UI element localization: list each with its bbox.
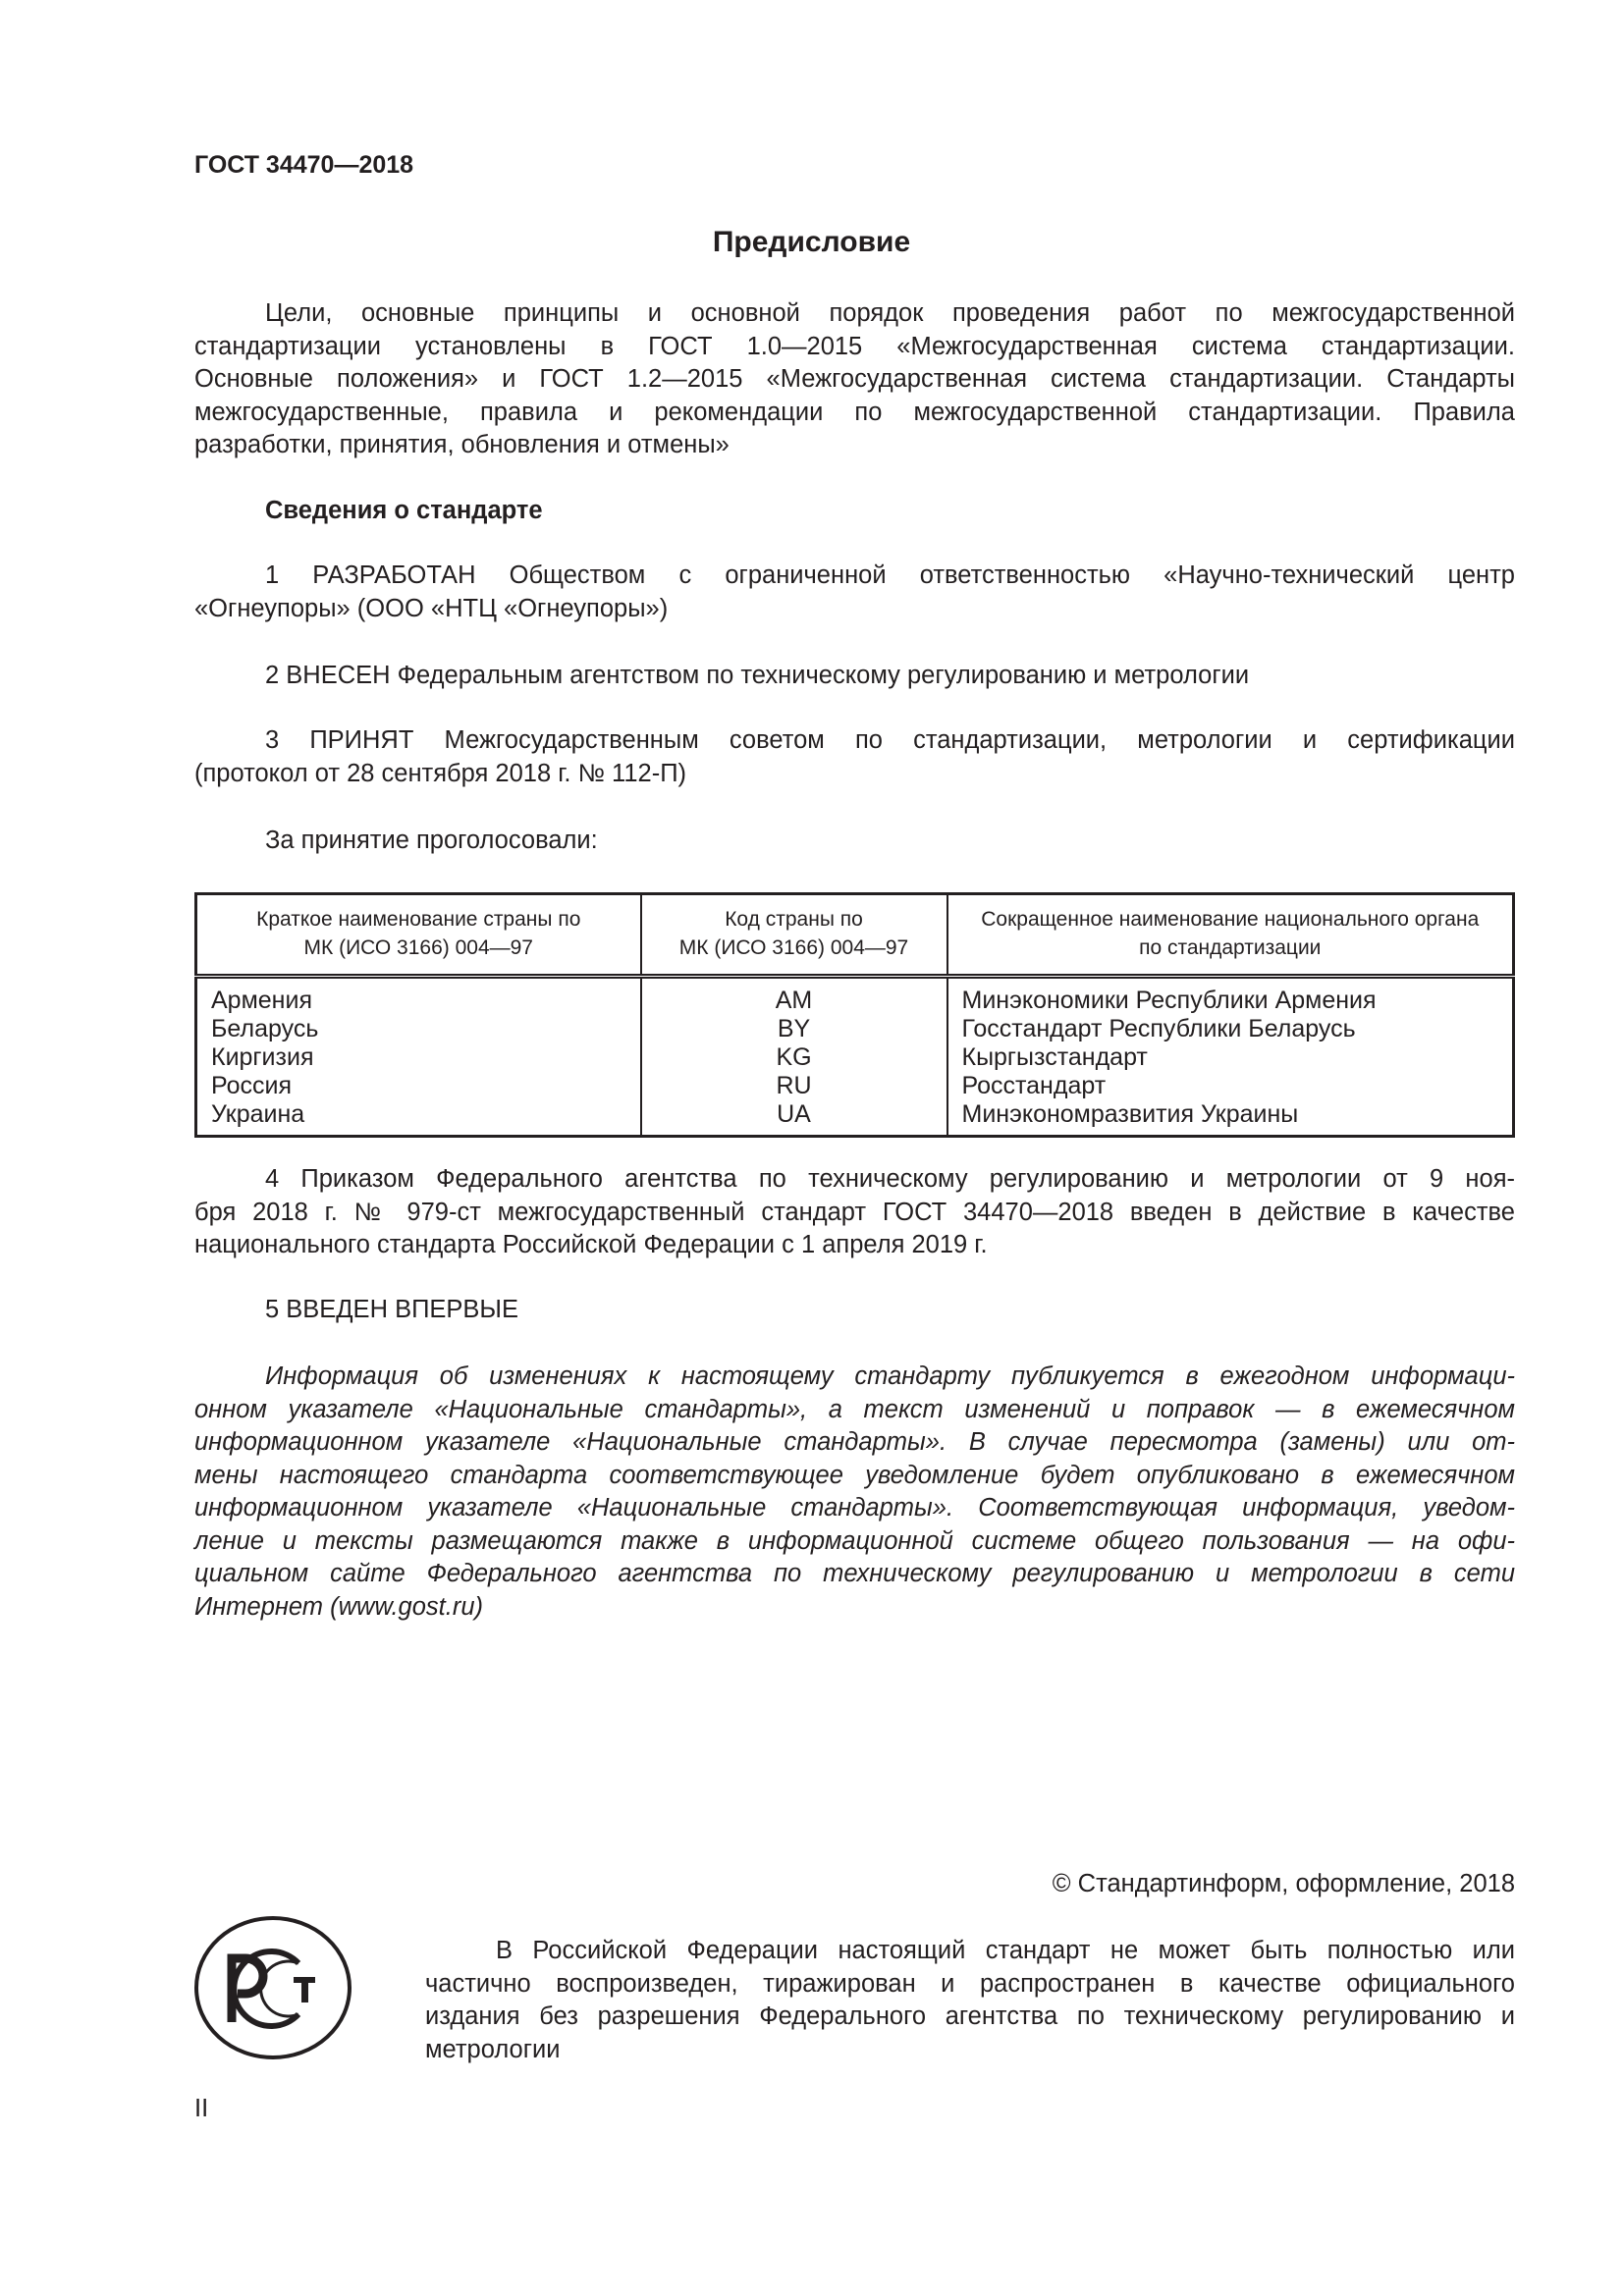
copyright-notice: © Стандартинформ, оформление, 2018 [1052, 1870, 1515, 1897]
text-line: ление и тексты размещаются также в информационной системе общего пользования — на офи- [194, 1526, 1515, 1555]
section-heading [194, 495, 1515, 528]
text-line: разработки, принятия, обновления и отмены» [194, 431, 730, 458]
text-line: «Огнеупоры» (ООО «НТЦ «Огнеупоры») [194, 594, 669, 622]
section-heading-text: Сведения о стандарте [265, 497, 543, 524]
code-cell: KG [641, 1043, 947, 1072]
table-header-row [196, 894, 1514, 977]
text-line: За принятие проголосовали: [265, 827, 598, 854]
text-line: Основные положения» и ГОСТ 1.2—2015 «Межгосударственная система стандартизации. Стандарты [194, 365, 1515, 393]
text-line: информационном указателе «Национальные стандарты». Соответствующая информация, уведом- [194, 1494, 1515, 1522]
body-cell: Госстандарт Республики Беларусь [947, 1015, 1514, 1043]
text-line: частично воспроизведен, тиражирован и распространен в качестве официального [425, 1969, 1515, 1998]
page-number: II [194, 2095, 209, 2122]
changes-info-paragraph [194, 1361, 1515, 1624]
text-line: онном указателе «Национальные стандарты», а текст изменений и поправок — в ежемесячном [194, 1395, 1515, 1423]
table-row [196, 1043, 1514, 1072]
text-line: 3 ПРИНЯТ Межгосударственным советом по стандартизации, метрологии и сертификации [265, 726, 1515, 754]
text-line: национального стандарта Российской Федерации с 1 апреля 2019 г. [194, 1231, 988, 1258]
text-line: бря 2018 г. № 979-ст межгосударственный стандарт ГОСТ 34470—2018 введен в действие в качестве [194, 1198, 1515, 1226]
code-cell: RU [641, 1072, 947, 1100]
code-cell: BY [641, 1015, 947, 1043]
item-first-introduced [194, 1294, 1515, 1327]
body-cell: Минэкономразвития Украины [947, 1100, 1514, 1137]
item-introduced [194, 660, 1515, 693]
body-cell: Росстандарт [947, 1072, 1514, 1100]
table-row [196, 977, 1514, 1016]
text-line: стандартизации установлены в ГОСТ 1.0—2015 «Межгосударственная система стандартизации. [194, 332, 1515, 360]
item-enacted [194, 1163, 1515, 1262]
text-line: Интернет (www.gost.ru) [194, 1592, 483, 1621]
page-title: Предисловие [712, 226, 911, 258]
text-line: Цели, основные принципы и основной порядок проведения работ по межгосударственной [265, 299, 1515, 327]
text-line: 5 ВВЕДЕН ВПЕРВЫЕ [265, 1296, 519, 1323]
text-line: мены настоящего стандарта соответствующее уведомление будет опубликовано в ежемесячном [194, 1461, 1515, 1489]
text-line: информационном указателе «Национальные стандарты». В случае пересмотра (замены) или от- [194, 1428, 1515, 1456]
rst-logo-icon [192, 1914, 353, 2061]
column-header-body: Сокращенное наименование национального органа по стандартизации [947, 894, 1514, 977]
column-header-country: Краткое наименование страны по МК (ИСО 3166) 004—97 [196, 894, 641, 977]
text-line: 2 ВНЕСЕН Федеральным агентством по техническому регулированию и метрологии [265, 662, 1250, 689]
body-cell: Кыргызстандарт [947, 1043, 1514, 1072]
body-cell: Минэкономики Республики Армения [947, 977, 1514, 1016]
code-cell: UA [641, 1100, 947, 1137]
text-line: 1 РАЗРАБОТАН Обществом с ограниченной ответственностью «Научно-технический центр [265, 561, 1515, 589]
text-line: циальном сайте Федерального агентства по техническому регулированию и метрологии в сети [194, 1560, 1515, 1587]
country-cell: Россия [211, 1072, 292, 1099]
table-row [196, 1072, 1514, 1100]
item-adopted [194, 724, 1515, 790]
country-cell: Украина [211, 1100, 305, 1128]
table-row [196, 1100, 1514, 1137]
intro-paragraph [194, 297, 1515, 462]
text-line: В Российской Федерации настоящий стандарт не может быть полностью или [496, 1937, 1515, 1964]
country-cell: Беларусь [211, 1015, 319, 1042]
text-line: метрологии [425, 2035, 561, 2063]
country-cell: Армения [211, 987, 312, 1014]
text-line: 4 Приказом Федерального агентства по техническому регулированию и метрологии от 9 ноя- [265, 1165, 1515, 1193]
item-developed [194, 560, 1515, 625]
text-line: издания без разрешения Федерального агентства по техническому регулированию и [425, 2002, 1515, 2030]
column-header-code: Код страны по МК (ИСО 3166) 004—97 [641, 894, 947, 977]
document-code-header: ГОСТ 34470—2018 [194, 151, 414, 179]
text-line: (протокол от 28 сентября 2018 г. № 112-П) [194, 759, 687, 787]
reproduction-notice [425, 1935, 1515, 2066]
voting-countries-table [194, 892, 1515, 1138]
country-cell: Киргизия [211, 1043, 314, 1071]
voted-label [194, 825, 1515, 858]
code-cell: AM [641, 977, 947, 1016]
text-line: межгосударственные, правила и рекомендации по межгосударственной стандартизации. Правила [194, 398, 1515, 426]
table-row [196, 1015, 1514, 1043]
text-line: Информация об изменениях к настоящему стандарту публикуется в ежегодном информаци- [265, 1362, 1515, 1390]
